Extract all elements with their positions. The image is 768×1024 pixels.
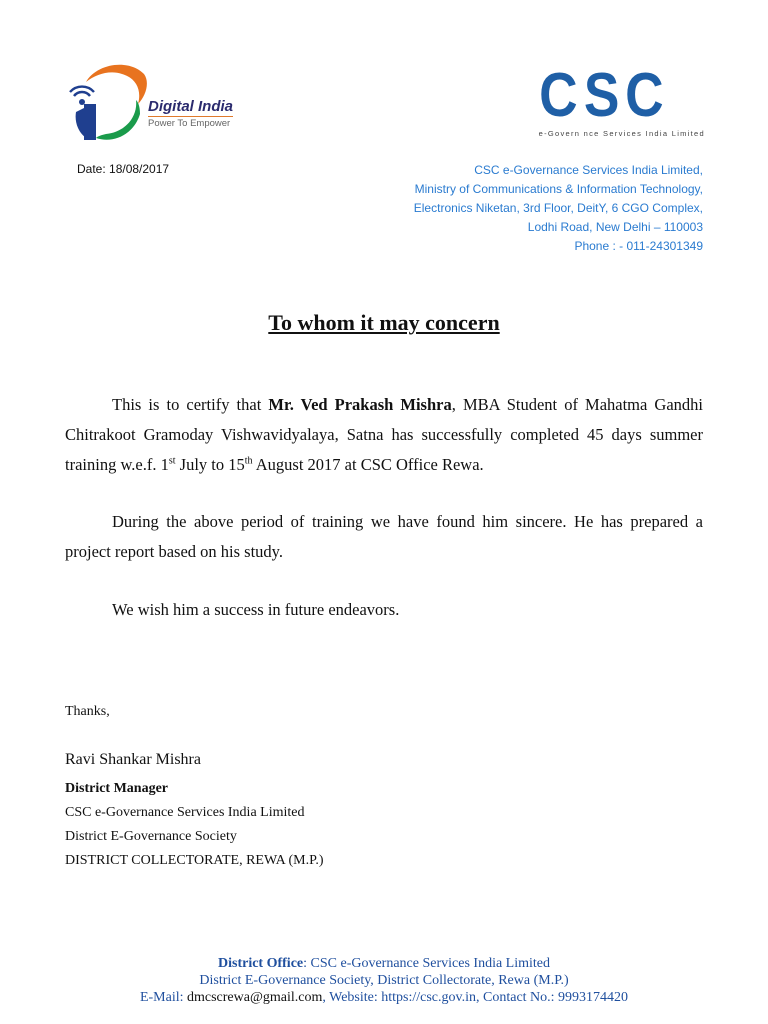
digital-india-logo bbox=[66, 60, 256, 150]
address-phone: Phone : - 011-24301349 bbox=[574, 239, 703, 253]
footer-email-prefix: E-Mail: bbox=[139, 990, 187, 1005]
p1-mid2: July to 15 bbox=[175, 455, 245, 474]
csc-letter: C bbox=[625, 61, 664, 130]
csc-logo bbox=[490, 61, 705, 146]
signatory-details bbox=[65, 777, 324, 873]
csc-tagline: e-Govern nce Services India Limited bbox=[538, 129, 705, 138]
footer-contact-line bbox=[0, 989, 768, 1006]
address-line: Electronics Niketan, 3rd Floor, DeitY, 6 CGO Complex, bbox=[413, 201, 703, 215]
csc-wordmark bbox=[536, 61, 664, 130]
ordinal-suffix: th bbox=[244, 455, 253, 467]
signatory-org-line: District E-Governance Society bbox=[65, 829, 237, 844]
signatory-name: Ravi Shankar Mishra bbox=[65, 751, 201, 768]
letter-footer bbox=[0, 955, 768, 1006]
address-line: Ministry of Communications & Information Technology, bbox=[414, 182, 703, 196]
p1-mid: , MBA Student of Mahatma Gandhi Chitrakoot Gramoday Vishwavidyalaya, Satna has successfully completed 45 days summer training w.e.f. 1 bbox=[65, 395, 703, 474]
csc-letter: C bbox=[539, 61, 578, 130]
student-name: Mr. Ved Prakash Mishra bbox=[268, 395, 452, 414]
footer-contact-suffix: , Website: https://csc.gov.in, Contact No.: 9993174420 bbox=[322, 990, 629, 1005]
footer-office-text: : CSC e-Governance Services India Limited bbox=[303, 956, 550, 971]
signatory-title: District Manager bbox=[65, 781, 169, 796]
footer-office-line bbox=[0, 955, 768, 972]
sender-address bbox=[414, 161, 703, 256]
address-line: Lodhi Road, New Delhi – 110003 bbox=[527, 220, 703, 234]
signatory-org-line: CSC e-Governance Services India Limited bbox=[65, 805, 305, 820]
footer-office-label: District Office bbox=[218, 956, 304, 971]
digital-india-title: Digital India bbox=[148, 98, 234, 115]
csc-letter: S bbox=[583, 61, 620, 130]
p1-suffix: August 2017 at CSC Office Rewa. bbox=[252, 455, 484, 474]
ordinal-suffix: st bbox=[168, 455, 176, 467]
footer-society-line: District E-Governance Society, District Collectorate, Rewa (M.P.) bbox=[199, 973, 569, 988]
certification-paragraph bbox=[65, 390, 703, 480]
digital-india-tagline: Power To Empower bbox=[148, 118, 231, 129]
document-title: To whom it may concern bbox=[268, 310, 500, 335]
evaluation-paragraph: During the above period of training we have found him sincere. He has prepared a project report based on his study. bbox=[65, 512, 703, 561]
letter-date: Date: 18/08/2017 bbox=[77, 162, 170, 176]
signatory-org-line: DISTRICT COLLECTORATE, REWA (M.P.) bbox=[65, 853, 324, 868]
wishes-paragraph: We wish him a success in future endeavors. bbox=[112, 600, 400, 619]
address-line: CSC e-Governance Services India Limited, bbox=[474, 163, 703, 177]
digital-india-emblem-icon bbox=[66, 60, 150, 150]
footer-email-link[interactable]: dmcscrewa@gmail.com bbox=[187, 990, 323, 1005]
p1-prefix: This is to certify that bbox=[112, 395, 269, 414]
closing-thanks: Thanks, bbox=[65, 704, 110, 719]
